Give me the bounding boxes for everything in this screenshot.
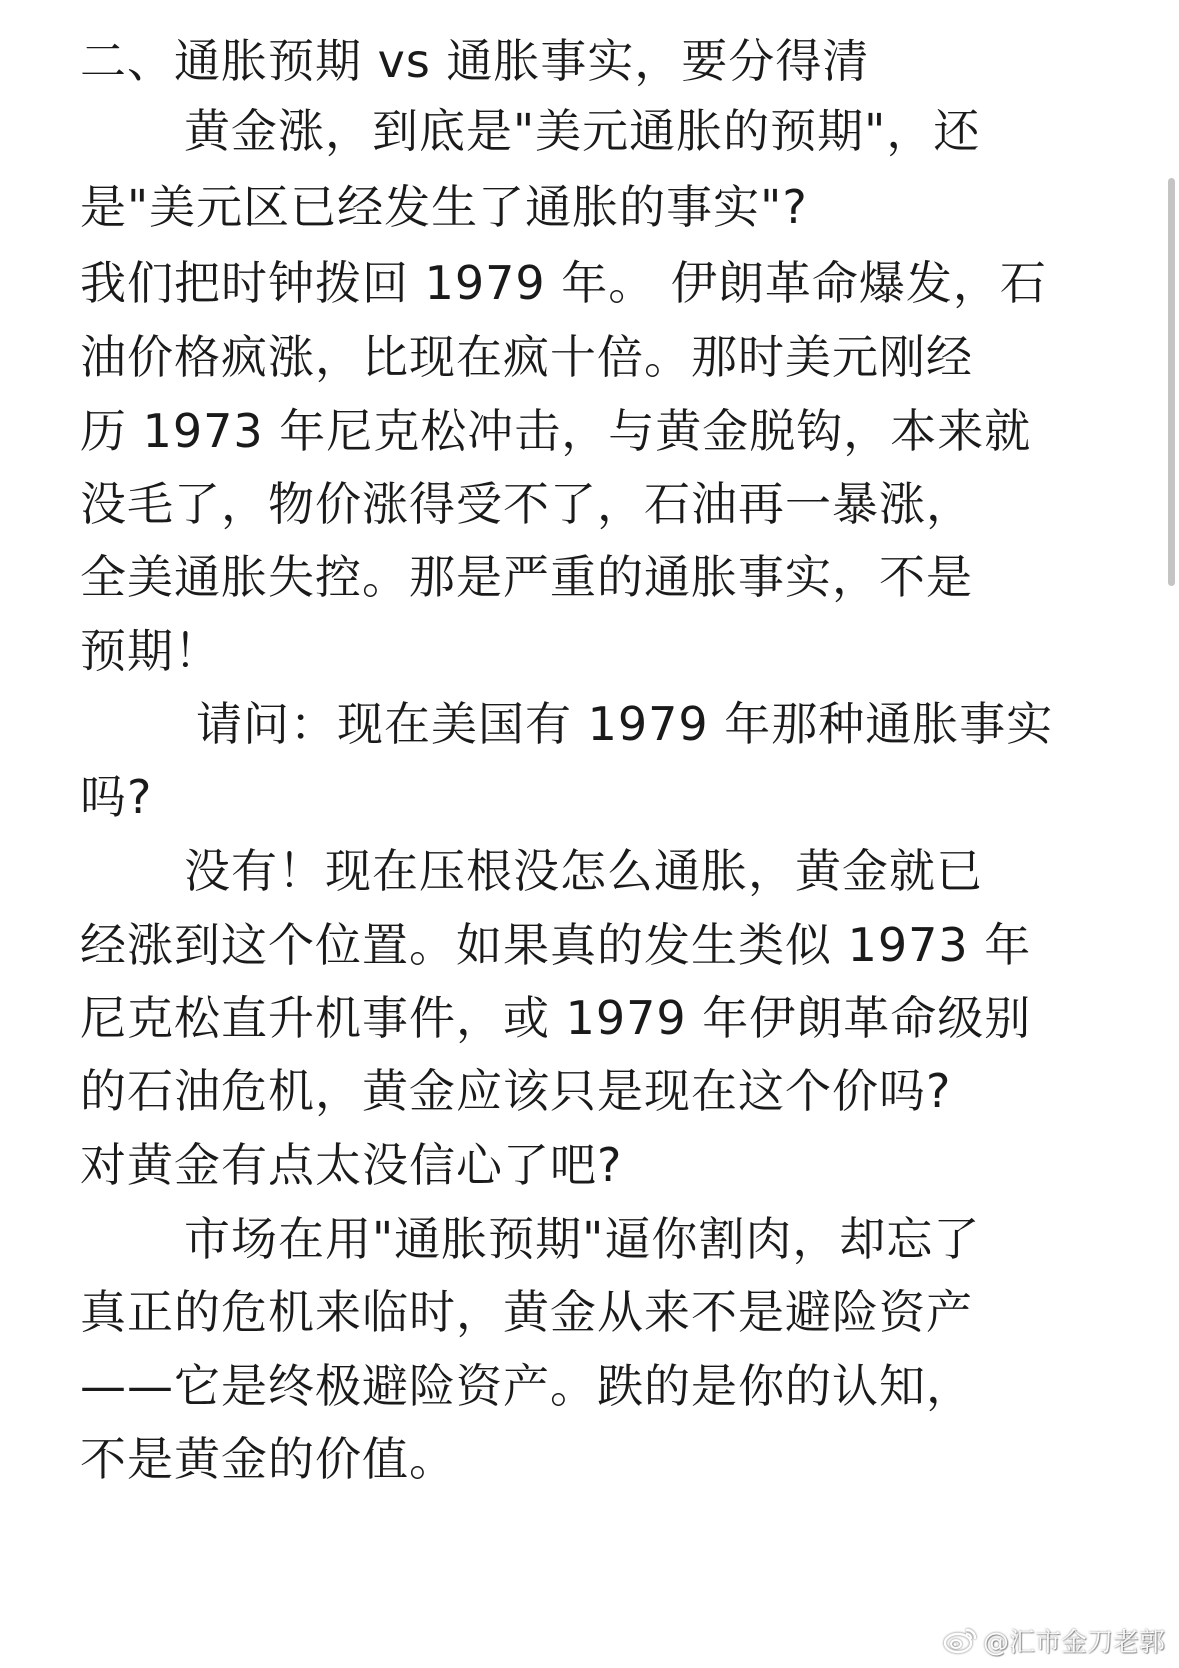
paragraph-line: 油价格疯涨，比现在疯十倍。那时美元刚经 — [80, 330, 973, 384]
paragraph-line: ——它是终极避险资产。跌的是你的认知， — [80, 1359, 973, 1413]
paragraph-line: 不是黄金的价值。 — [80, 1432, 456, 1486]
paragraph-line: 尼克松直升机事件，或 1979 年伊朗革命级别 — [80, 991, 1032, 1045]
paragraph-line: 我们把时钟拨回 1979 年。 伊朗革命爆发，石 — [80, 256, 1047, 310]
section-heading: 二、通胀预期 vs 通胀事实，要分得清 — [80, 34, 870, 88]
paragraph-line: 历 1973 年尼克松冲击，与黄金脱钩，本来就 — [80, 404, 1032, 458]
paragraph-line: 市场在用"通胀预期"逼你割肉，却忘了 — [184, 1212, 981, 1266]
paragraph-line: 黄金涨，到底是"美元通胀的预期"，还 — [184, 104, 981, 158]
paragraph-line: 吗? — [80, 770, 153, 824]
paragraph-line: 全美通胀失控。那是严重的通胀事实，不是 — [80, 550, 973, 604]
paragraph-line: 真正的危机来临时，黄金从来不是避险资产 — [80, 1285, 973, 1339]
watermark-text: @汇市金刀老郭 — [982, 1627, 1165, 1658]
paragraph-line: 对黄金有点太没信心了吧? — [80, 1138, 623, 1192]
paragraph-line: 请问：现在美国有 1979 年那种通胀事实 — [196, 697, 1054, 751]
paragraph-line: 的石油危机，黄金应该只是现在这个价吗? — [80, 1064, 952, 1118]
weibo-watermark — [943, 1620, 1165, 1660]
vertical-scrollbar[interactable] — [1168, 178, 1175, 586]
paragraph-line: 是"美元区已经发生了通胀的事实"? — [80, 180, 808, 234]
paragraph-line: 没有！现在压根没怎么通胀，黄金就已 — [184, 844, 983, 898]
weibo-icon — [943, 1625, 979, 1655]
paragraph-line: 预期！ — [80, 624, 221, 678]
paragraph-line: 经涨到这个位置。如果真的发生类似 1973 年 — [80, 918, 1032, 972]
paragraph-line: 没毛了，物价涨得受不了，石油再一暴涨， — [80, 477, 973, 531]
